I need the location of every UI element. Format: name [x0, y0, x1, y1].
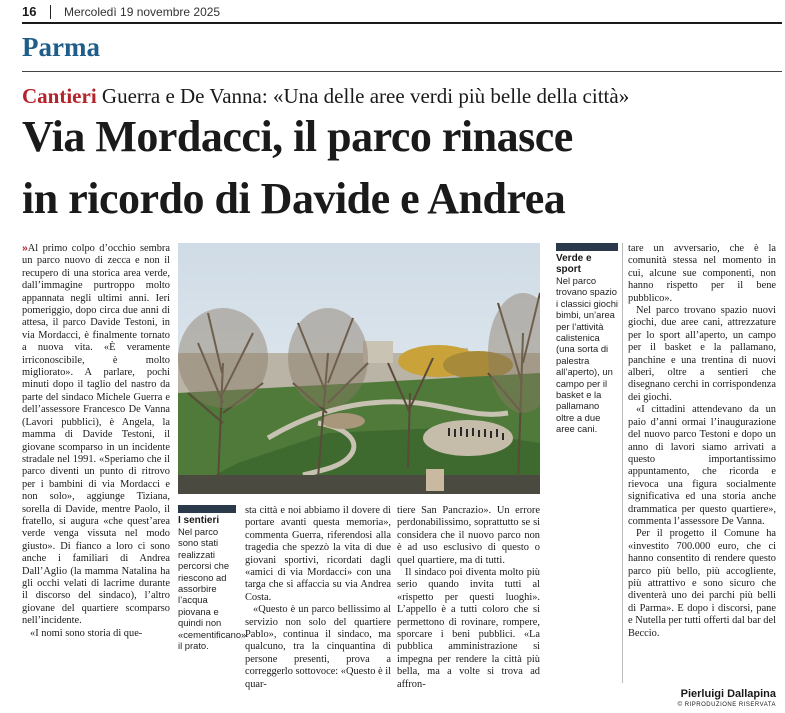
- issue-date: Mercoledì 19 novembre 2025: [64, 5, 221, 19]
- article-column-4: [628, 243, 776, 640]
- header-divider: [50, 5, 51, 19]
- paragraph: »Al primo colpo d’occhio sembra un parco nuovo di zecca e non il recupero di una storica area verde, dall’immagine purtroppo molto appannata negli ultimi anni. Ieri pomeriggio, dopo circa due anni di attesa, il parco Davide Testoni, in via Mordacci, è finalmente tornato a nuova vita. «È veramente irriconoscibile, è molto migliorato». A parlare, pochi minuti dopo il taglio del nastro da parte del sindaco Michele Guerra e dell’assessore Francesco De Vanna (Lavori pubblici), è Angela, la mamma di Davide Testoni, il giovane scomparso in un incidente stradale nel 1991. «Speriamo che il parco diventi un punto di ritrovo per i bambini di via Mordacci e non solo», aggiunge Tiziana, sorella di Davide, mentre Paolo, il fratello, si augura «che quest’area verde venga vissuta nel modo giusto». Di fianco a loro ci sono anche i familiari di Andrea Dall’Aglio (la mamma Natalina ha gli occhi velati di lacrime durante il discorso del sindaco), l’altro giovane del quartiere scomparso nell’incidente.: [22, 243, 170, 627]
- section-title: Parma: [22, 32, 100, 62]
- paragraph: tiere San Pancrazio». Un errore perdonabilissimo, soprattutto se si considera che il nuovo parco non è ad uso esclusivo di questo o quel quartiere, ma di tutti.: [397, 505, 540, 566]
- paragraph: «Questo è un parco bellissimo al servizio non solo del quartiere Pablo», continua il sindaco, ma qualcuno, tra la cinquantina di persone presenti, prova a correggerlo sottovoce: «Questo è il quar-: [245, 604, 392, 690]
- box-bar: [178, 505, 236, 513]
- box-text: Nel parco trovano spazio i classici giochi bimbi, un’area per l’attività calistenica (una sorta di palestra all’aperto), un campo per il basket e la pallamano oltre a due aree cani.: [556, 275, 618, 435]
- kicker-label: Cantieri: [22, 84, 97, 108]
- paragraph: «I cittadini attendevano da un paio d’anni ormai l’inaugurazione del nuovo parco Testoni e dopo un anno di lavori siamo arrivati a questo importantissimo appuntamento, che ricorda e rievoca una figura socialmente significativa ed una storia anche drammatica per questo quartiere», commenta l’assessore De Vanna.: [628, 404, 776, 527]
- park-photo: [178, 243, 540, 494]
- section-rule: [22, 71, 782, 72]
- headline-line-1: Via Mordacci, il parco rinasce: [22, 112, 573, 161]
- page-number: 16: [22, 4, 37, 19]
- paragraph: «I nomi sono storia di que-: [30, 627, 143, 639]
- paragraph: Il sindaco poi diventa molto più serio quando invita tutti al «rispetto per questi luoghi». L’appello è a tutti coloro che si permettono di rovinare, rompere, sporcare i beni pubblici. «La pubblica amministrazione si impegna per rendere la città più bella, ma a volte si trova ad affron-: [397, 567, 540, 690]
- kicker: [22, 84, 629, 109]
- article-column-1: [22, 243, 170, 640]
- header-rule: [22, 22, 782, 24]
- headline-line-2: in ricordo di Davide e Andrea: [22, 174, 566, 223]
- article-column-3: [397, 505, 540, 691]
- article-column-2: [245, 505, 391, 691]
- author-signature: Pierluigi Dallapina: [680, 688, 776, 700]
- box-bar: [556, 243, 618, 251]
- paragraph: tare un avversario, che è la comunità stessa nel momento in cui, alcune sue componenti, non hanno rispetto per il bene pubblico».: [628, 243, 776, 304]
- paragraph: Nel parco trovano spazio nuovi giochi, due aree cani, attrezzature per lo sport all’aperto, un campo per il basket e la pallamano, panchine e una trentina di nuovi alberi, oltre a sentieri che disegnano cerchi in corrispondenza dei giochi.: [628, 305, 776, 403]
- box-sentieri: [178, 505, 247, 652]
- kicker-text: Guerra e De Vanna: «Una delle aree verdi più belle della città»: [101, 84, 630, 108]
- lead-arrow-icon: »: [22, 243, 28, 254]
- box-verde-sport: [556, 243, 618, 435]
- box-title: I sentieri: [178, 515, 220, 526]
- paragraph: sta città e noi abbiamo il dovere di portare avanti questa memoria», commenta Guerra, riferendosi alla tragedia che spezzò la vita di due giovani sportivi, ricordati dagli «amici di via Mordacci» con una targa che si affaccia su via Andrea Costa.: [245, 505, 391, 603]
- box-title: Verde e sport: [556, 253, 592, 275]
- paragraph: Per il progetto il Comune ha «investito 700.000 euro, che ci hanno consentito di rendere questo parco più bello, più accogliente, più attrattivo e sono sicuro che diventerà uno dei parchi più belli di Parma». E dopo i discorsi, pane e Nutella per tutti offerti dal bar del Beccio.: [628, 528, 776, 639]
- column-divider: [622, 243, 623, 683]
- box-text: Nel parco sono stati realizzati percorsi che riescono ad assorbire l’acqua piovana e quindi non «cementificano» il prato.: [178, 526, 247, 652]
- rights-notice: © RIPRODUZIONE RISERVATA: [677, 702, 776, 708]
